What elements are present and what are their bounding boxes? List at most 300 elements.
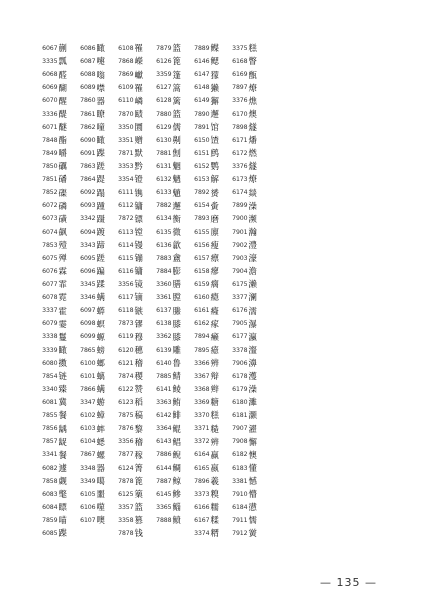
entry-code: 6122 — [118, 385, 134, 393]
index-entry — [190, 501, 228, 514]
entry-character: 稽 — [134, 436, 143, 447]
entry-character: 膝 — [172, 331, 181, 342]
index-entry — [38, 448, 76, 461]
entry-code: 7860 — [80, 97, 96, 105]
entry-character: 噢 — [96, 515, 105, 526]
entry-code: 6147 — [194, 71, 210, 79]
entry-character: 龊 — [58, 436, 67, 447]
entry-character: 燋 — [248, 95, 257, 106]
entry-character: 箐 — [134, 462, 143, 473]
index-entry — [190, 396, 228, 409]
entry-character: 殪 — [58, 239, 67, 250]
entry-code: 6144 — [156, 464, 172, 472]
entry-character: 磷 — [58, 200, 67, 211]
entry-code: 6069 — [42, 84, 58, 92]
index-entry — [152, 186, 190, 199]
entry-code: 6076 — [42, 267, 58, 275]
entry-code: 3360 — [156, 281, 172, 289]
index-entry — [190, 435, 228, 448]
index-entry — [114, 448, 152, 461]
index-entry — [114, 304, 152, 317]
entry-code: 6073 — [42, 215, 58, 223]
index-column — [228, 42, 266, 540]
entry-code: 3378 — [232, 346, 248, 354]
entry-character: 澧 — [248, 239, 257, 250]
entry-code: 6132 — [156, 176, 172, 184]
entry-character: 噶 — [96, 475, 105, 486]
entry-character: 獴 — [210, 69, 219, 80]
entry-code: 6170 — [232, 110, 248, 118]
entry-code: 7862 — [80, 123, 96, 131]
index-entry — [114, 317, 152, 330]
entry-code: 6133 — [156, 189, 172, 197]
entry-character: 懑 — [248, 502, 257, 513]
entry-code: 7888 — [156, 516, 172, 524]
entry-character: 歙 — [172, 239, 181, 250]
index-column — [38, 42, 76, 540]
entry-code: 6146 — [194, 58, 210, 66]
entry-code: 7885 — [156, 372, 172, 380]
entry-character: 篮 — [172, 108, 181, 119]
entry-character: 蹁 — [96, 266, 105, 277]
entry-character: 镜 — [134, 279, 143, 290]
index-entry — [114, 488, 152, 501]
entry-character: 鹦 — [210, 161, 219, 172]
entry-character: 磨 — [210, 213, 219, 224]
entry-character: 钱 — [134, 528, 143, 539]
entry-character: 瞰 — [96, 135, 105, 146]
index-entry — [152, 252, 190, 265]
entry-character: 酯 — [58, 135, 67, 146]
entry-code: 6124 — [118, 464, 134, 472]
index-entry — [76, 409, 114, 422]
entry-code: 3372 — [194, 438, 210, 446]
index-entry — [76, 344, 114, 357]
entry-code: 3367 — [194, 372, 210, 380]
entry-character: 獭 — [210, 82, 219, 93]
entry-character: 瘾 — [210, 292, 219, 303]
index-entry — [38, 409, 76, 422]
entry-character: 鲽 — [210, 43, 219, 54]
entry-code: 6123 — [118, 399, 134, 406]
entry-character: 蹑 — [96, 213, 105, 224]
entry-character: 鲱 — [172, 410, 181, 421]
entry-character: 篮 — [134, 502, 143, 513]
entry-character: 瀚 — [248, 226, 257, 237]
index-entry — [76, 108, 114, 121]
entry-code: 7850 — [42, 163, 58, 171]
index-entry — [228, 501, 266, 514]
entry-code: 7855 — [42, 412, 58, 420]
index-entry — [190, 357, 228, 370]
entry-character: 磺 — [58, 213, 67, 224]
index-entry — [114, 462, 152, 475]
index-entry — [38, 435, 76, 448]
entry-character: 嶸 — [134, 56, 143, 67]
entry-character: 黉 — [248, 528, 257, 539]
entry-code: 7881 — [156, 149, 172, 157]
entry-character: 鲮 — [172, 384, 181, 395]
entry-code: 6085 — [42, 530, 58, 538]
index-entry — [152, 108, 190, 121]
entry-code: 7873 — [118, 320, 134, 328]
index-entry — [228, 265, 266, 278]
entry-character: 瓢 — [58, 56, 67, 67]
index-entry — [152, 317, 190, 330]
entry-character: 觑 — [58, 475, 67, 486]
entry-character: 螭 — [96, 371, 105, 382]
entry-character: 嚏 — [96, 56, 105, 67]
entry-code: 6081 — [42, 399, 58, 406]
entry-character: 磲 — [58, 187, 67, 198]
entry-code: 6110 — [118, 97, 134, 105]
entry-character: 蹀 — [58, 528, 67, 539]
entry-character: 儒 — [172, 122, 181, 132]
entry-character: 蟀 — [96, 423, 105, 434]
index-column — [190, 42, 228, 540]
entry-character: 夤 — [210, 200, 219, 211]
entry-code: 7861 — [80, 110, 96, 118]
index-entry — [228, 199, 266, 212]
entry-character: 镛 — [134, 200, 143, 211]
index-entry — [76, 501, 114, 514]
entry-character: 蝣 — [96, 397, 105, 408]
entry-code: 3353 — [118, 163, 134, 171]
index-entry — [152, 422, 190, 435]
entry-character: 縢 — [172, 305, 181, 316]
entry-character: 蹋 — [96, 187, 105, 198]
index-entry — [152, 160, 190, 173]
index-entry — [76, 396, 114, 409]
entry-code: 6079 — [42, 320, 58, 328]
entry-character: 罹 — [134, 43, 143, 54]
entry-character: 龋 — [58, 423, 67, 434]
index-entry — [190, 278, 228, 291]
index-entry — [38, 344, 76, 357]
entry-character: 瞟 — [58, 502, 67, 513]
entry-code: 7857 — [42, 438, 58, 446]
entry-character: 篱 — [172, 95, 181, 106]
entry-code: 3338 — [42, 333, 58, 341]
entry-character: 蹉 — [96, 253, 105, 264]
entry-character: 镗 — [134, 226, 143, 237]
entry-character: 镝 — [134, 292, 143, 303]
index-entry — [190, 121, 228, 134]
index-entry — [190, 199, 228, 212]
index-entry — [76, 147, 114, 160]
entry-character: 燧 — [248, 122, 257, 132]
entry-code: 6164 — [194, 451, 210, 459]
entry-code: 6084 — [42, 503, 58, 511]
entry-code: 7849 — [42, 149, 58, 157]
index-entry — [38, 239, 76, 252]
index-entry — [114, 239, 152, 252]
entry-code: 7908 — [232, 438, 248, 446]
entry-code: 7878 — [118, 530, 134, 538]
entry-code: 6105 — [80, 490, 96, 498]
entry-character: 獬 — [210, 95, 219, 106]
index-entry — [76, 160, 114, 173]
entry-code: 7882 — [156, 202, 172, 210]
entry-code: 3350 — [118, 123, 134, 131]
entry-character: 器 — [96, 95, 105, 106]
entry-character: 魍 — [172, 161, 181, 172]
entry-code: 3370 — [194, 412, 210, 420]
entry-code: 6141 — [156, 385, 172, 393]
index-entry — [152, 396, 190, 409]
index-entry — [76, 68, 114, 81]
index-entry — [114, 160, 152, 173]
index-entry — [38, 134, 76, 147]
index-entry — [76, 357, 114, 370]
index-entry — [38, 160, 76, 173]
index-entry — [190, 488, 228, 501]
entry-code: 6136 — [156, 241, 172, 249]
index-entry — [152, 357, 190, 370]
entry-code: 6082 — [42, 464, 58, 472]
index-entry — [76, 81, 114, 94]
index-entry — [38, 81, 76, 94]
index-entry — [228, 173, 266, 186]
entry-code: 6156 — [194, 241, 210, 249]
index-entry — [114, 396, 152, 409]
index-entry — [152, 265, 190, 278]
entry-code: 6107 — [80, 516, 96, 524]
entry-character: 噩 — [96, 489, 105, 500]
index-entry — [228, 147, 266, 160]
entry-code: 7900 — [232, 215, 248, 223]
entry-character: 遽 — [58, 462, 67, 473]
entry-character: 雕 — [172, 344, 181, 355]
index-entry — [114, 370, 152, 383]
entry-code: 6169 — [232, 71, 248, 79]
entry-character: 鲭 — [172, 371, 181, 382]
entry-character: 霎 — [58, 318, 67, 329]
entry-code: 7892 — [194, 189, 210, 197]
entry-character: 濠 — [248, 253, 257, 264]
entry-code: 7872 — [118, 215, 134, 223]
index-entry — [114, 68, 152, 81]
entry-character: 餐 — [58, 449, 67, 460]
entry-code: 3354 — [118, 176, 134, 184]
entry-character: 澹 — [248, 266, 257, 277]
entry-code: 6130 — [156, 136, 172, 144]
entry-character: 微 — [172, 226, 181, 237]
entry-character: 鹧 — [210, 148, 219, 159]
entry-character: 鲳 — [172, 436, 181, 447]
entry-code: 3377 — [232, 294, 248, 302]
entry-character: 邂 — [172, 200, 181, 211]
index-entry — [76, 291, 114, 304]
entry-character: 懂 — [248, 462, 257, 473]
entry-character: 瞰 — [58, 344, 67, 355]
index-entry — [190, 317, 228, 330]
entry-code: 6093 — [80, 202, 96, 210]
entry-character: 濞 — [248, 357, 257, 368]
index-entry — [38, 488, 76, 501]
index-entry — [228, 291, 266, 304]
entry-code: 7890 — [194, 110, 210, 118]
entry-code: 6162 — [194, 320, 210, 328]
entry-code: 7911 — [232, 516, 248, 524]
entry-code: 6104 — [80, 438, 96, 446]
entry-character: 濯 — [248, 423, 257, 434]
index-entry — [190, 239, 228, 252]
index-entry — [38, 383, 76, 396]
entry-code: 6152 — [194, 163, 210, 171]
entry-code: 6098 — [80, 320, 96, 328]
index-entry — [152, 94, 190, 107]
index-entry — [38, 252, 76, 265]
entry-character: 鲷 — [172, 462, 181, 473]
index-entry — [152, 488, 190, 501]
entry-code: 6108 — [118, 45, 134, 53]
entry-character: 馇 — [210, 135, 219, 146]
index-entry — [114, 475, 152, 488]
entry-code: 7869 — [118, 71, 134, 79]
index-entry — [76, 448, 114, 461]
entry-code: 6150 — [194, 136, 210, 144]
entry-character: 蹂 — [96, 279, 105, 290]
entry-code: 6092 — [80, 189, 96, 197]
entry-character: 醛 — [58, 69, 67, 80]
index-entry — [152, 68, 190, 81]
entry-character: 圜 — [134, 122, 143, 132]
entry-character: 廪 — [210, 226, 219, 237]
index-entry — [190, 448, 228, 461]
index-entry — [76, 370, 114, 383]
index-entry — [38, 147, 76, 160]
entry-code: 6087 — [80, 58, 96, 66]
index-entry — [190, 370, 228, 383]
entry-character: 冀 — [58, 397, 67, 408]
index-entry — [76, 134, 114, 147]
entry-code: 3363 — [156, 399, 172, 406]
entry-character: 器 — [96, 462, 105, 473]
entry-character: 糙 — [210, 423, 219, 434]
index-entry — [190, 475, 228, 488]
entry-character: 辩 — [210, 371, 219, 382]
entry-code: 6113 — [118, 228, 134, 236]
entry-code: 7893 — [194, 215, 210, 223]
entry-code: 7848 — [42, 136, 58, 144]
entry-character: 瞥 — [248, 56, 257, 67]
entry-code: 6158 — [194, 267, 210, 275]
entry-code: 7896 — [194, 477, 210, 485]
entry-code: 6184 — [232, 503, 248, 511]
entry-code: 6177 — [232, 333, 248, 341]
entry-code: 3376 — [232, 163, 248, 171]
entry-character: 黎 — [134, 423, 143, 434]
entry-character: 濩 — [248, 371, 257, 382]
entry-code: 6127 — [156, 84, 172, 92]
entry-character: 瀛 — [248, 331, 257, 342]
index-entry — [190, 304, 228, 317]
index-entry — [228, 396, 266, 409]
entry-code: 6168 — [232, 58, 248, 66]
entry-character: 霏 — [58, 279, 67, 290]
index-entry — [76, 199, 114, 212]
entry-character: 稻 — [134, 397, 143, 408]
index-entry — [114, 435, 152, 448]
index-entry — [190, 226, 228, 239]
index-entry — [38, 68, 76, 81]
entry-code: 7898 — [232, 123, 248, 131]
entry-character: 邂 — [210, 108, 219, 119]
entry-code: 3347 — [80, 399, 96, 406]
entry-code: 6117 — [118, 294, 134, 302]
entry-character: 蹉 — [96, 161, 105, 172]
index-entry — [228, 252, 266, 265]
index-entry — [152, 344, 190, 357]
entry-code: 7883 — [156, 254, 172, 262]
index-entry — [38, 199, 76, 212]
entry-character: 稼 — [134, 449, 143, 460]
entry-character: 稷 — [134, 371, 143, 382]
entry-character: 镛 — [134, 266, 143, 277]
entry-character: 魈 — [172, 187, 181, 198]
entry-code: 6165 — [194, 464, 210, 472]
entry-code: 6112 — [118, 202, 134, 210]
index-entry — [76, 527, 114, 540]
index-entry — [76, 304, 114, 317]
index-entry — [76, 514, 114, 527]
index-entry — [114, 501, 152, 514]
entry-character: 礪 — [58, 161, 67, 172]
index-entry — [152, 147, 190, 160]
index-entry — [228, 134, 266, 147]
index-entry — [76, 239, 114, 252]
entry-character: 癞 — [210, 331, 219, 342]
entry-code: 6155 — [194, 228, 210, 236]
entry-character: 螈 — [96, 331, 105, 342]
entry-character: 餐 — [58, 410, 67, 421]
entry-character: 膝 — [172, 318, 181, 329]
entry-code: 3374 — [194, 530, 210, 538]
entry-character: 噤 — [96, 82, 105, 93]
index-entry — [76, 383, 114, 396]
entry-code: 6167 — [194, 516, 210, 524]
entry-character: 澜 — [248, 292, 257, 303]
index-entry — [76, 462, 114, 475]
entry-code: 7894 — [194, 333, 210, 341]
index-entry — [38, 186, 76, 199]
entry-character: 濑 — [248, 279, 257, 290]
entry-code: 7907 — [232, 425, 248, 433]
entry-character: 殚 — [58, 253, 67, 264]
entry-character: 燎 — [248, 82, 257, 93]
entry-character: 篦 — [134, 475, 143, 486]
entry-character: 濒 — [248, 213, 257, 224]
index-entry — [114, 121, 152, 134]
entry-code: 6142 — [156, 412, 172, 420]
entry-character: 燔 — [248, 135, 257, 146]
index-entry — [76, 252, 114, 265]
index-entry — [228, 304, 266, 317]
index-entry — [114, 291, 152, 304]
index-entry — [228, 435, 266, 448]
entry-code: 6171 — [232, 136, 248, 144]
entry-code: 7866 — [80, 385, 96, 393]
entry-code: 3365 — [156, 503, 172, 511]
index-entry — [228, 108, 266, 121]
entry-code: 6154 — [194, 202, 210, 210]
index-entry — [190, 383, 228, 396]
entry-character: 噇 — [96, 122, 105, 132]
entry-code: 7874 — [118, 372, 134, 380]
entry-code: 7886 — [156, 451, 172, 459]
index-entry — [38, 278, 76, 291]
